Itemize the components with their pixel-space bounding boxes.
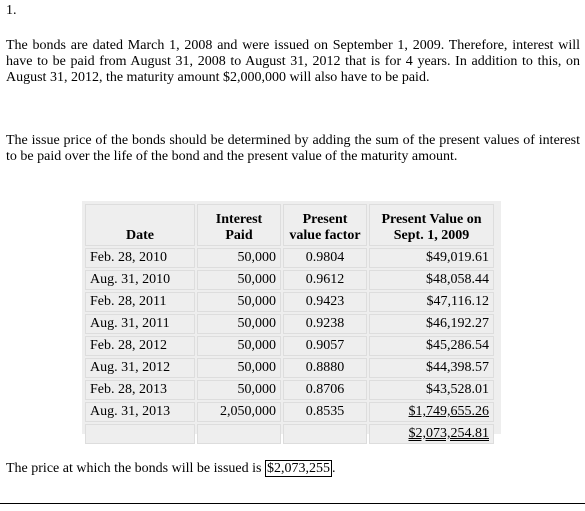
issue-price-box: $2,073,255 [266,461,330,476]
header-present-value-factor: Present value factor [283,204,367,246]
cell-empty [85,424,195,444]
cell-interest-paid: 50,000 [197,292,281,312]
cell-present-value: $49,019.61 [369,248,494,268]
cell-empty [283,424,367,444]
cell-interest-paid: 50,000 [197,270,281,290]
cell-factor: 0.9804 [283,248,367,268]
cell-interest-paid: 50,000 [197,314,281,334]
cell-present-value: $44,398.57 [369,358,494,378]
cell-present-value: $47,116.12 [369,292,494,312]
table-row [85,402,494,422]
header-interest-paid: Interest Paid [197,204,281,246]
paragraph-issue-price-method: The issue price of the bonds should be determined by adding the sum of the present values of interest to be paid over the life of the bond and the present value of the maturity amount. [6,133,580,164]
cell-factor: 0.9238 [283,314,367,334]
item-number: 1. [6,3,17,18]
cell-date: Aug. 31, 2010 [85,270,195,290]
cell-present-value [369,402,494,422]
cell-date: Aug. 31, 2013 [85,402,195,422]
cell-interest-paid: 50,000 [197,248,281,268]
cell-present-value: $45,286.54 [369,336,494,356]
cell-interest-paid: 50,000 [197,336,281,356]
cell-factor: 0.9057 [283,336,367,356]
table-row [85,358,494,378]
cell-interest-paid: 2,050,000 [197,402,281,422]
table-header-row [85,204,494,246]
total-present-value: $2,073,254.81 [408,426,489,441]
table-row [85,380,494,400]
cell-date: Feb. 28, 2011 [85,292,195,312]
table-total-row [85,424,494,444]
cell-interest-paid: 50,000 [197,358,281,378]
paragraph-bond-dates: The bonds are dated March 1, 2008 and were issued on September 1, 2009. Therefore, interest will have to be paid from August 31, 2008 to August 31, 2012 that is for 4 years. In addition to this, on August 31, 2012, the maturity amount $2,000,000 will also have to be paid. [6,38,580,85]
cell-date: Aug. 31, 2012 [85,358,195,378]
cell-date: Feb. 28, 2012 [85,336,195,356]
cell-date: Aug. 31, 2011 [85,314,195,334]
cell-total [369,424,494,444]
header-date: Date [85,204,195,246]
table-row [85,248,494,268]
cell-interest-paid: 50,000 [197,380,281,400]
bottom-divider [0,503,585,504]
cell-empty [197,424,281,444]
cell-factor: 0.8880 [283,358,367,378]
cell-date: Feb. 28, 2010 [85,248,195,268]
table-row [85,270,494,290]
present-value-table [83,202,496,446]
cell-date: Feb. 28, 2013 [85,380,195,400]
table-row [85,336,494,356]
header-present-value: Present Value on Sept. 1, 2009 [369,204,494,246]
cell-present-value: $43,528.01 [369,380,494,400]
cell-factor: 0.8535 [283,402,367,422]
conclusion-line [6,460,335,478]
conclusion-suffix: . [331,461,336,476]
cell-factor: 0.8706 [283,380,367,400]
cell-present-value: $46,192.27 [369,314,494,334]
conclusion-text: The price at which the bonds will be issued is [6,461,262,476]
present-value-table-container [82,201,501,441]
cell-factor: 0.9612 [283,270,367,290]
cell-present-value: $48,058.44 [369,270,494,290]
table-row [85,292,494,312]
cell-factor: 0.9423 [283,292,367,312]
last-present-value: $1,749,655.26 [408,404,489,419]
table-row [85,314,494,334]
